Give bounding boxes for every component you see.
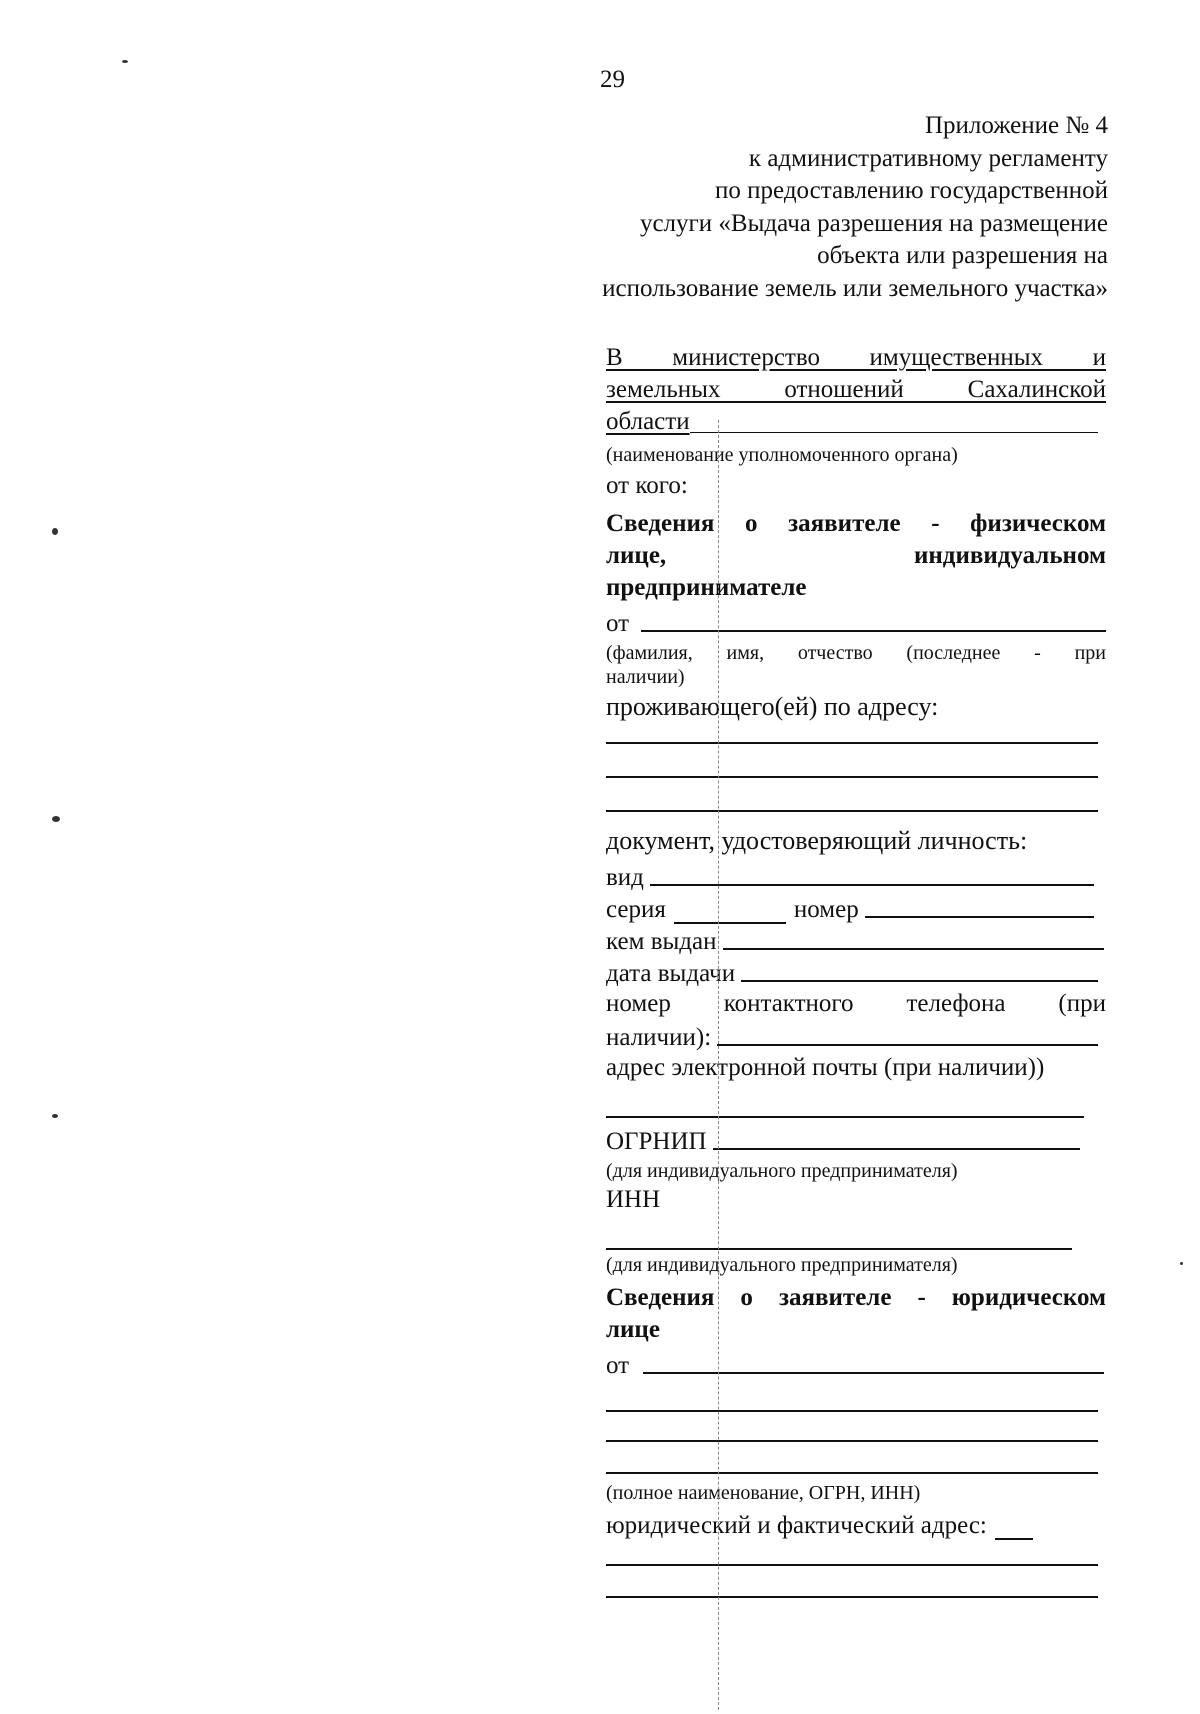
from-label: от кого: (606, 472, 688, 499)
legal-name-field-2[interactable] (606, 1410, 1098, 1412)
email-label: адрес электронной почты (при наличии)) (606, 1054, 1045, 1081)
legal-name-field-1[interactable] (643, 1372, 1104, 1374)
legal-address-field-2[interactable] (606, 1596, 1098, 1598)
scan-fold-line (718, 420, 719, 1710)
header-line: к административному регламенту (748, 144, 1108, 172)
phone-label-2: наличии): (606, 1024, 712, 1051)
ogrnip-caption: (для индивидуального предпринимателя) (606, 1160, 958, 1182)
recipient-caption: (наименование уполномоченного органа) (606, 444, 958, 466)
ogrnip-label: ОГРНИП (606, 1128, 707, 1155)
individual-name-caption-2: наличии) (606, 666, 685, 688)
scan-speck (52, 816, 60, 822)
legal-name-field-3[interactable] (606, 1440, 1098, 1442)
individual-heading-1: Сведения о заявителе - физическом (606, 510, 1106, 537)
header-line: по предоставлению государственной (715, 177, 1108, 204)
series-field[interactable] (674, 922, 786, 924)
application-form (606, 342, 1106, 1598)
legal-ot-label: от (606, 1352, 630, 1379)
header-line: объекта или разрешения на (817, 242, 1108, 269)
individual-heading-3: предпринимателе (606, 574, 807, 601)
legal-name-caption: (полное наименование, ОГРН, ИНН) (606, 1482, 921, 1504)
header-line: услуги «Выдача разрешения на размещение (639, 209, 1108, 237)
legal-name-field-4[interactable] (606, 1472, 1098, 1474)
header-line: использование земель или земельного участка» (602, 274, 1108, 302)
header-line: Приложение № 4 (924, 112, 1108, 139)
address-field-3[interactable] (606, 810, 1098, 812)
recipient-line-3: области (606, 408, 690, 435)
ogrnip-field[interactable] (713, 1148, 1080, 1150)
scan-speck (52, 1114, 58, 1118)
individual-ot-label: от (606, 610, 630, 637)
recipient-line-2: земельных отношений Сахалинской (606, 376, 1106, 403)
individual-name-caption-1: (фамилия, имя, отчество (последнее - при (606, 642, 1106, 664)
issue-date-field[interactable] (741, 980, 1098, 982)
scan-speck (1180, 1262, 1183, 1265)
number-field[interactable] (865, 916, 1094, 918)
legal-address-label: юридический и фактический адрес: (606, 1512, 987, 1539)
kind-label: вид (606, 864, 644, 891)
legal-address-field-inline[interactable] (995, 1538, 1033, 1540)
scan-speck (122, 60, 128, 63)
id-document-label: документ, удостоверяющий личность: (606, 826, 1028, 855)
phone-field[interactable] (717, 1044, 1098, 1046)
kind-field[interactable] (650, 884, 1094, 886)
individual-name-field[interactable] (641, 630, 1106, 632)
legal-address-field-1[interactable] (606, 1564, 1098, 1566)
recipient-line-1: В министерство имущественных и (606, 344, 1106, 371)
page-number: 29 (600, 66, 625, 93)
individual-heading-2: лице, индивидуальном (606, 542, 1106, 569)
phone-label-1: номер контактного телефона (при (606, 990, 1106, 1017)
individual-address-label: проживающего(ей) по адресу: (606, 692, 939, 721)
legal-heading-1: Сведения о заявителе - юридическом (606, 1284, 1106, 1311)
issued-by-field[interactable] (723, 948, 1105, 950)
issue-date-label: дата выдачи (606, 960, 736, 987)
inn-caption: (для индивидуального предпринимателя) (606, 1254, 958, 1276)
inn-field[interactable] (606, 1248, 1072, 1250)
address-field-1[interactable] (606, 742, 1098, 744)
email-field[interactable] (606, 1116, 1084, 1118)
address-field-2[interactable] (606, 776, 1098, 778)
scan-speck (52, 528, 58, 535)
issued-by-label: кем выдан (606, 928, 717, 955)
recipient-blank[interactable] (690, 432, 1098, 433)
inn-label: ИНН (606, 1186, 661, 1213)
appendix-header (602, 110, 1108, 305)
number-label: номер (793, 896, 859, 923)
series-label: серия (606, 896, 666, 923)
legal-heading-2: лице (606, 1316, 660, 1343)
